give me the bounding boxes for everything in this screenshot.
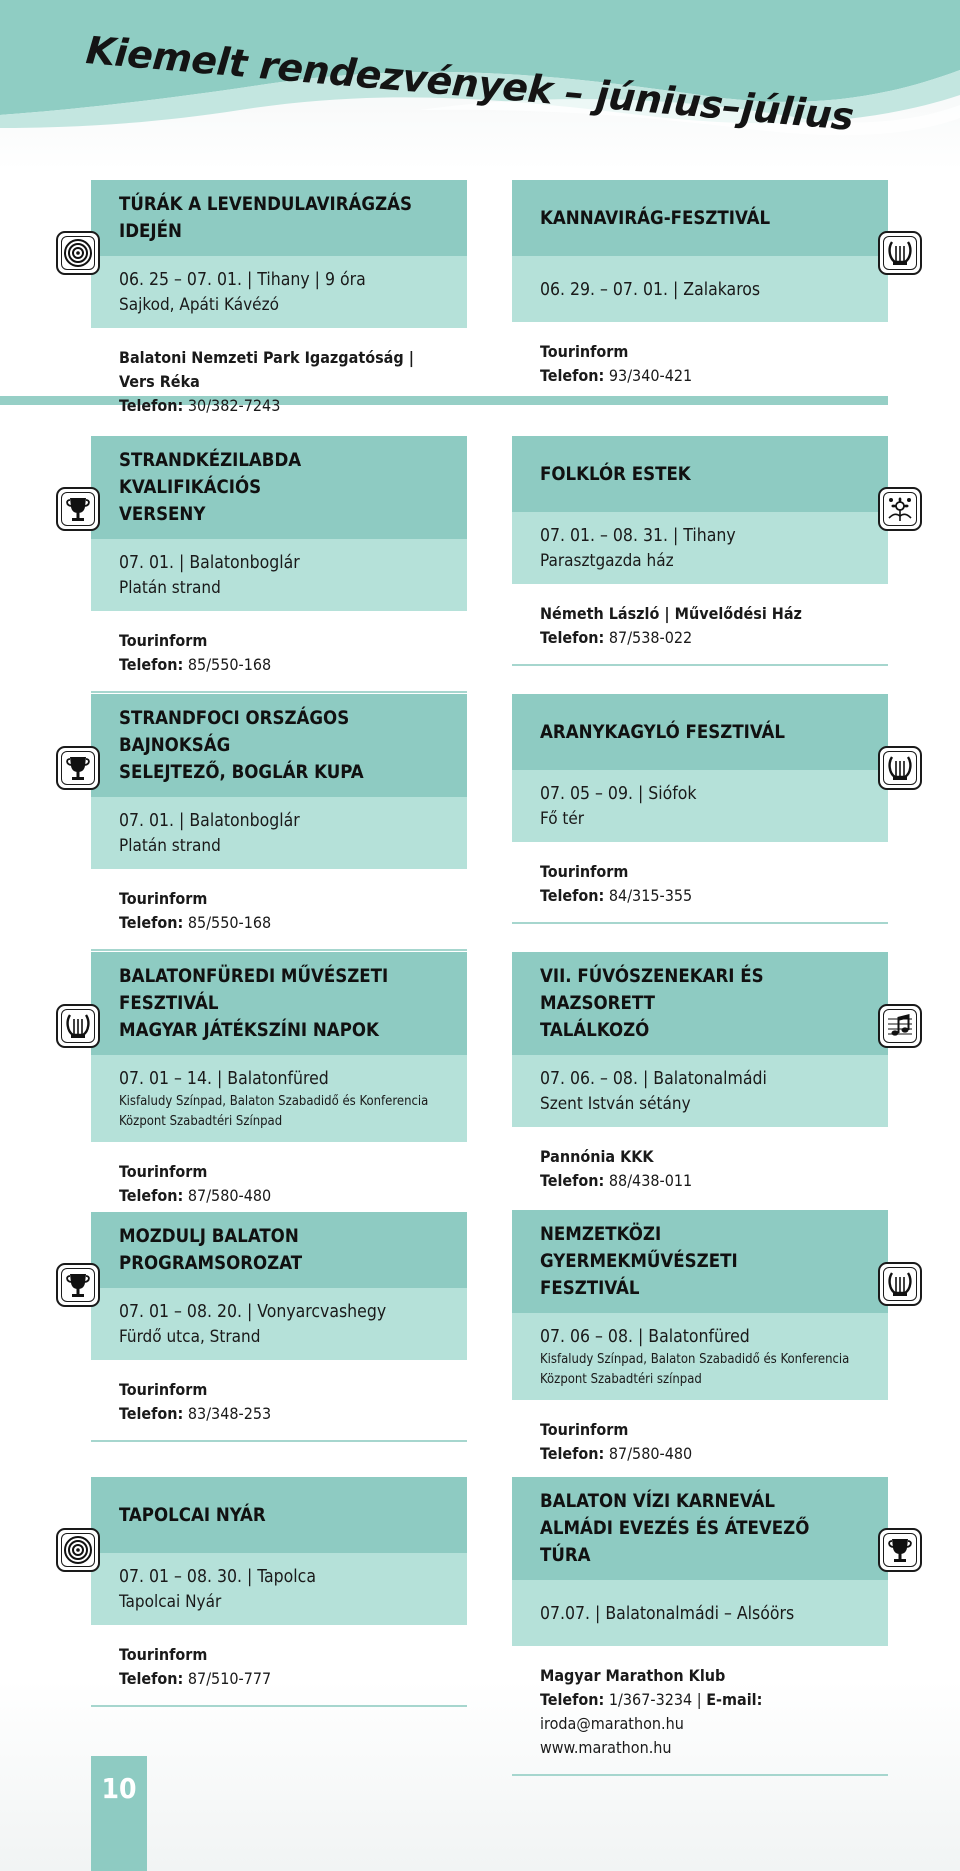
lyre-icon: [56, 1004, 100, 1048]
event-title: NEMZETKÖZI GYERMEKMŰVÉSZETI FESZTIVÁL: [512, 1210, 888, 1313]
event-venue: Sajkod, Apáti Kávézó: [119, 295, 279, 315]
event-card: [512, 1210, 888, 1482]
trophy-icon: [56, 487, 100, 531]
trophy-icon: [878, 1528, 922, 1572]
event-meta: 06. 29. – 07. 01. | Zalakaros: [512, 256, 888, 322]
phone-number: 87/510-777: [187, 1669, 272, 1688]
event-card: [91, 694, 467, 951]
event-venue: Platán strand: [119, 836, 221, 856]
event-venue: Platán strand: [119, 578, 221, 598]
event-venue: Parasztgazda ház: [540, 551, 674, 571]
event-card: [512, 1477, 888, 1776]
event-title: MOZDULJ BALATON PROGRAMSOROZAT: [91, 1212, 467, 1288]
event-contact: Tourinform Telefon: 84/315-355: [512, 842, 888, 924]
event-card: [91, 952, 467, 1224]
phone-number: 30/382-7243: [187, 396, 281, 415]
event-venue-note: Kisfaludy Színpad, Balaton Szabadidő és Konferencia Központ Szabadtéri színpad: [540, 1352, 850, 1387]
music-note-icon: [878, 1004, 922, 1048]
event-contact: Pannónia KKK Telefon: 88/438-011: [540, 1147, 693, 1190]
event-card: [512, 694, 888, 924]
phone-number: 87/580-480: [187, 1186, 272, 1205]
event-meta: 07. 05 – 09. | Siófok Fő tér: [512, 770, 888, 842]
event-title: STRANDFOCI ORSZÁGOS BAJNOKSÁG SELEJTEZŐ, BOGLÁR KUPA: [91, 694, 467, 797]
event-meta: 07. 01 – 08. 20. | Vonyarcvashegy Fürdő utca, Strand: [91, 1288, 467, 1360]
event-title: FOLKLÓR ESTEK: [512, 436, 888, 512]
page-number: 10: [91, 1756, 147, 1871]
event-meta: 06. 25 – 07. 01. | Tihany | 9 óra Sajkod, Apáti Kávézó: [91, 256, 467, 328]
trophy-icon: [56, 746, 100, 790]
event-meta: 07.07. | Balatonalmádi – Alsóörs: [512, 1580, 888, 1646]
event-title: KANNAVIRÁG-FESZTIVÁL: [512, 180, 888, 256]
website-url: www.marathon.hu: [540, 1738, 672, 1757]
event-contact: Tourinform Telefon: 83/348-253: [91, 1360, 467, 1442]
event-venue: Tapolcai Nyár: [119, 1592, 222, 1612]
event-contact: Tourinform Telefon: 87/510-777: [91, 1625, 467, 1707]
event-title: ARANYKAGYLÓ FESZTIVÁL: [512, 694, 888, 770]
event-venue: Szent István sétány: [540, 1094, 691, 1114]
event-title: TAPOLCAI NYÁR: [91, 1477, 467, 1553]
event-card: [512, 180, 888, 402]
phone-number: 87/538-022: [608, 628, 693, 647]
event-title: TÚRÁK A LEVENDULAVIRÁGZÁS IDEJÉN: [91, 180, 467, 256]
event-contact: Balatoni Nemzeti Park Igazgatóság | Vers Réka Telefon: 30/382-7243: [119, 348, 414, 415]
phone-number: 85/550-168: [187, 655, 272, 674]
event-meta: 07. 01. – 08. 31. | Tihany Parasztgazda ház: [512, 512, 888, 584]
target-icon: [56, 1528, 100, 1572]
event-contact: Németh László | Művelődési Ház Telefon: 87/538-022: [512, 584, 888, 666]
event-meta: 07. 01 – 14. | Balatonfüred Kisfaludy Színpad, Balaton Szabadidő és Konferencia Központ Szabadtéri Színpad: [91, 1055, 467, 1142]
event-contact: Magyar Marathon Klub Telefon: 1/367-3234 | E-mail: iroda@marathon.hu www.marathon.hu: [512, 1646, 888, 1776]
event-title: STRANDKÉZILABDA KVALIFIKÁCIÓS VERSENY: [91, 436, 467, 539]
event-card: [512, 436, 888, 666]
target-icon: [56, 231, 100, 275]
event-title: BALATONFÜREDI MŰVÉSZETI FESZTIVÁL MAGYAR JÁTÉKSZÍNI NAPOK: [91, 952, 467, 1055]
phone-number: 93/340-421: [608, 366, 693, 385]
event-meta: 07. 06. – 08. | Balatonalmádi Szent István sétány: [512, 1055, 888, 1127]
event-meta: 07. 06 – 08. | Balatonfüred Kisfaludy Színpad, Balaton Szabadidő és Konferencia Központ Szabadtéri színpad: [512, 1313, 888, 1400]
event-meta: 07. 01. | Balatonboglár Platán strand: [91, 539, 467, 611]
event-contact: Tourinform Telefon: 93/340-421: [540, 342, 693, 385]
event-meta: 07. 01 – 08. 30. | Tapolca Tapolcai Nyár: [91, 1553, 467, 1625]
folk-ornament-icon: [878, 487, 922, 531]
event-title: BALATON VÍZI KARNEVÁL ALMÁDI EVEZÉS ÉS ÁTEVEZŐ TÚRA: [512, 1477, 888, 1580]
event-card: [91, 436, 467, 693]
event-venue: Fő tér: [540, 809, 585, 829]
phone-number: 87/580-480: [608, 1444, 693, 1463]
event-contact: Tourinform Telefon: 85/550-168: [91, 611, 467, 693]
phone-number: 85/550-168: [187, 913, 272, 932]
phone-number: 84/315-355: [608, 886, 693, 905]
email-address: iroda@marathon.hu: [540, 1714, 684, 1733]
event-card: [91, 1212, 467, 1442]
event-card: [512, 952, 888, 1207]
event-venue: Fürdő utca, Strand: [119, 1327, 261, 1347]
event-contact: Tourinform Telefon: 85/550-168: [91, 869, 467, 951]
event-card: [91, 180, 467, 432]
phone-number: 83/348-253: [187, 1404, 272, 1423]
event-title: VII. FÚVÓSZENEKARI ÉS MAZSORETT TALÁLKOZÓ: [512, 952, 888, 1055]
phone-number: 1/367-3234: [608, 1690, 693, 1709]
event-card: [91, 1477, 467, 1707]
trophy-icon: [56, 1263, 100, 1307]
event-contact: Tourinform Telefon: 87/580-480: [91, 1142, 467, 1224]
lyre-icon: [878, 231, 922, 275]
lyre-icon: [878, 746, 922, 790]
lyre-icon: [878, 1262, 922, 1306]
event-contact: Tourinform Telefon: 87/580-480: [512, 1400, 888, 1482]
phone-number: 88/438-011: [608, 1171, 693, 1190]
event-venue-note: Kisfaludy Színpad, Balaton Szabadidő és Konferencia Központ Szabadtéri Színpad: [119, 1094, 429, 1129]
event-meta: 07. 01. | Balatonboglár Platán strand: [91, 797, 467, 869]
page-title: Kiemelt rendezvények – június–július: [84, 28, 856, 139]
